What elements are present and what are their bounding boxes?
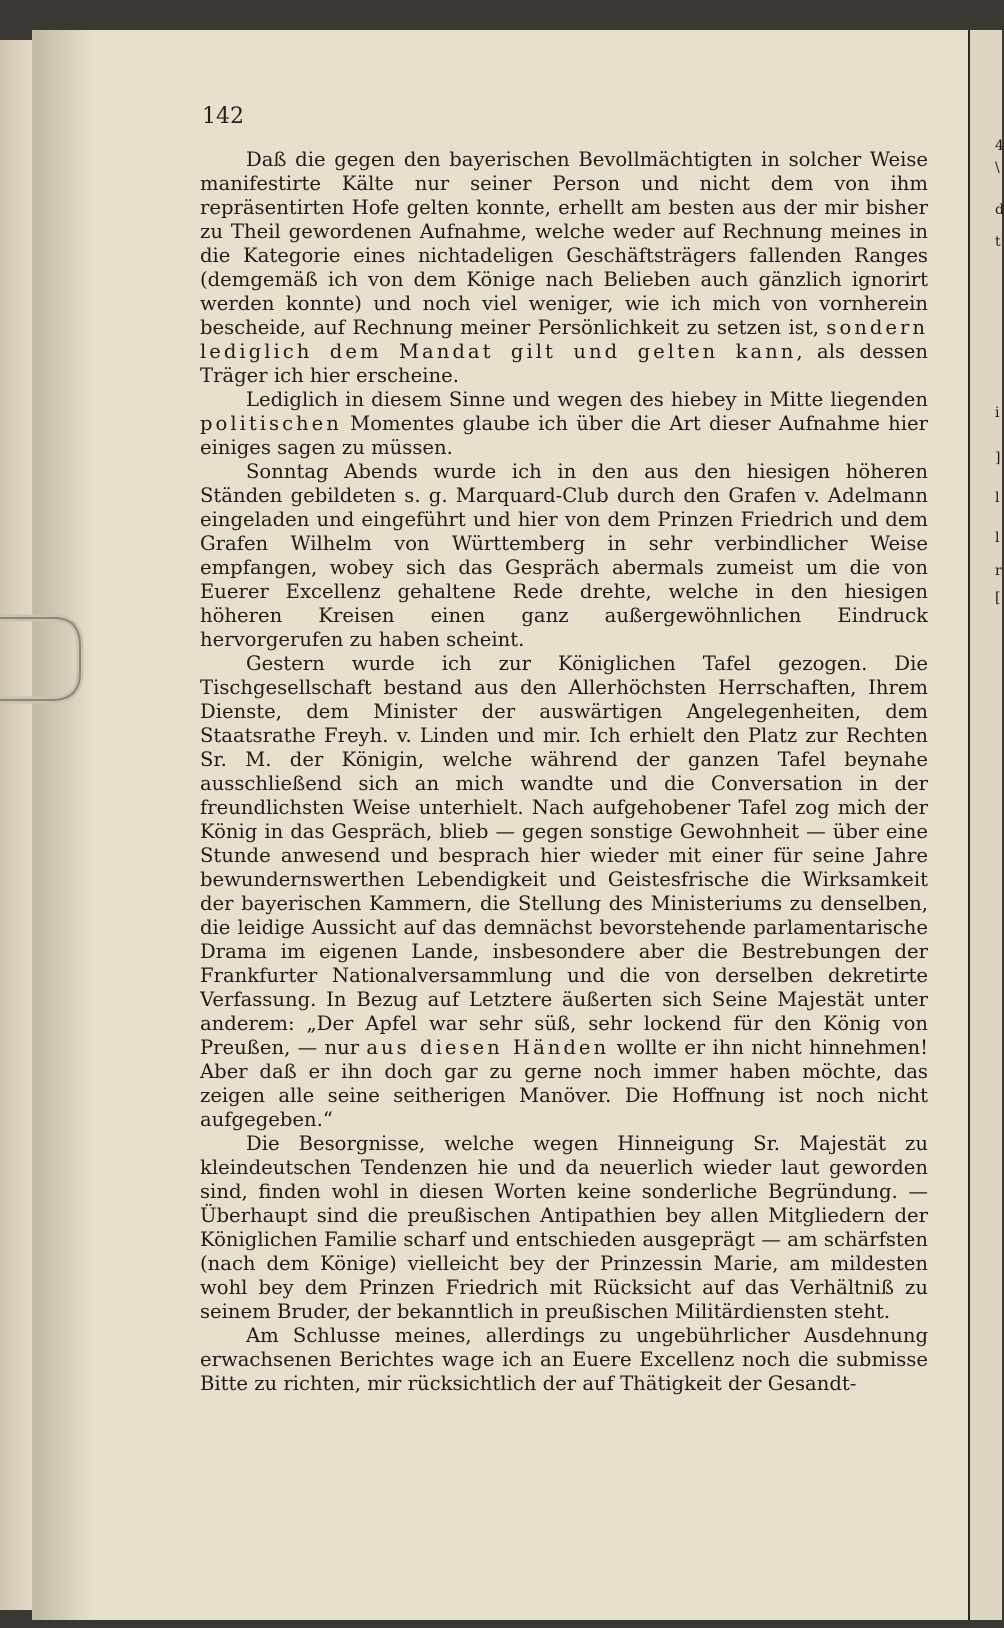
paragraph: Die Besorgnisse, welche wegen Hinneigung Sr. Majestät zu kleindeutschen Tendenzen hie und da neuerlich wieder laut geworden sind, finden wohl in diesen Worten keine sonderliche Begründung. — Überhaupt sind die preußischen Antipathien bey allen Mitgliedern der Königlichen Familie scharf und entschieden ausgeprägt — am schärfsten (nach dem Könige) vielleicht bey der Prinzessin Marie, am mildesten wohl bey dem Prinzen Friedrich mit Rücksicht auf das Verhältniß zu seinem Bruder, der bekanntlich in preußischen Militärdiensten steht. [200,1132,928,1323]
marginal-char: \ [995,160,1000,176]
marginal-char: l [995,490,1000,506]
marginal-char: t [995,234,1001,250]
paragraph: Am Schlusse meines, allerdings zu ungebührlicher Ausdehnung erwachsenen Berichtes wage ich an Euere Excellenz noch die submisse Bitte zu richten, mir rücksichtlich der auf Thätigkeit der Gesandt- [200,1324,928,1395]
paragraph: Lediglich in diesem Sinne und wegen des hiebey in Mitte liegenden politischen Momentes glaube ich über die Art dieser Aufnahme hier einiges sagen zu müssen. [200,388,928,459]
page-number: 142 [202,104,244,129]
paragraph: Sonntag Abends wurde ich in den aus den hiesigen höheren Ständen gebildeten s. g. Marquard-Club durch den Grafen v. Adelmann eingeladen und eingeführt und hier von dem Prinzen Friedrich und dem Grafen Wilhelm von Württemberg in sehr verbindlicher Weise empfangen, wobey sich das Gespräch abermals zumeist um die von Euerer Excellenz gehaltene Rede drehte, welche in den hiesigen höheren Kreisen einen ganz außergewöhnlichen Eindruck hervorgerufen zu haben scheint. [200,460,928,651]
marginal-char: 4 [995,138,1004,154]
paragraph: Gestern wurde ich zur Königlichen Tafel gezogen. Die Tischgesellschaft bestand aus den Allerhöchsten Herrschaften, Ihrem Dienste, dem Minister der auswärtigen Angelegenheiten, dem Staatsrathe Freyh. v. Linden und mir. Ich erhielt den Platz zur Rechten Sr. M. der Königin, welche während der ganzen Tafel beynahe ausschließend sich an mich wandte und die Conversation in der freundlichsten Weise unterhielt. Nach aufgehobener Tafel zog mich der König in das Gespräch, blieb — gegen sonstige Gewohnheit — über eine Stunde anwesend und besprach hier wieder mit einer für seine Jahre bewundernswerthen Lebendigkeit und Geistesfrische die Wirksamkeit der bayerischen Kammern, die Stellung des Ministeriums zu denselben, die leidige Aussicht auf das demnächst bevorstehende parlamentarische Drama im eigenen Lande, insbesondere aber die Bestrebungen der Frankfurter Nationalversammlung und die von derselben dekretirte Verfassung. In Bezug auf Letztere äußerten sich Seine Majestät unter anderem: „Der Apfel war sehr süß, sehr lockend für den König von Preußen, — nur aus diesen Händen wollte er ihn nicht hinnehmen! Aber daß er ihn doch gar zu gerne noch immer haben möchte, das zeigen alle seine seitherigen Manöver. Die Hoffnung ist noch nicht aufgegeben.“ [200,652,928,1131]
marginal-char: i [995,405,1000,421]
marginal-char: ] [995,450,1001,466]
body-text [200,148,928,1396]
spaced-emphasis: aus diesen Händen [366,1036,610,1059]
paragraph: Daß die gegen den bayerischen Bevollmächtigten in solcher Weise manifestirte Kälte nur seiner Person und nicht dem von ihm repräsentirten Hofe gelten konnte, erhellt am besten aus der mir bisher zu Theil gewordenen Aufnahme, welche weder auf Rechnung meines in die Kategorie eines nichtadeligen Geschäftsträgers fallenden Ranges (demgemäß ich von dem Könige nach Belieben auch gänzlich ignorirt werden konnte) und noch viel weniger, wie ich mich von vornherein bescheide, auf Rechnung meiner Persönlichkeit zu setzen ist, sondern lediglich dem Mandat gilt und gelten kann, als dessen Träger ich hier erscheine. [200,148,928,387]
marginal-char: d [995,202,1004,218]
spaced-emphasis: politischen [200,412,342,435]
spaced-emphasis: sondern lediglich dem Mandat gilt und gelten kann [200,316,928,363]
gutter-shadow [33,30,93,1620]
facing-page-edge [968,30,1002,1620]
page-clip-icon [0,612,84,706]
marginal-char: l [995,530,1000,546]
marginal-char: r [995,563,1002,579]
marginal-char: [ [995,590,1001,606]
